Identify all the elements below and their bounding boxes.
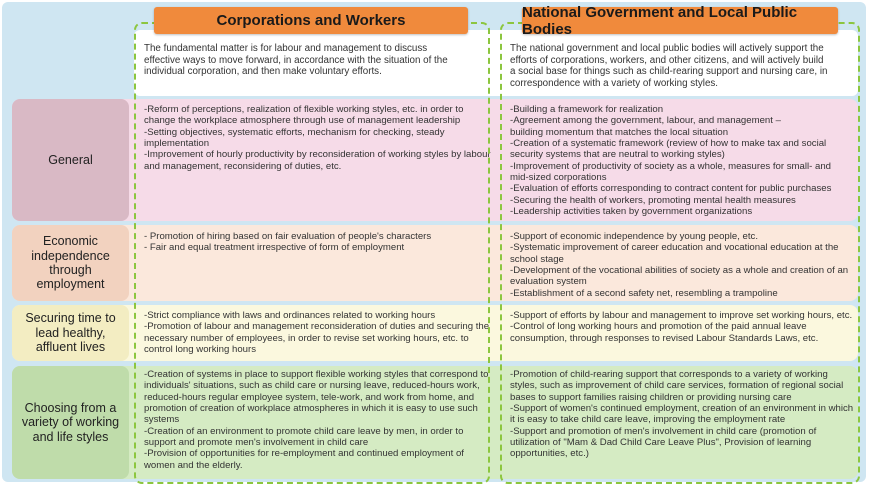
text-line: reduced-hours regular employee system, tele-work, and work from home, and <box>144 391 475 403</box>
text-line: school stage <box>510 253 564 265</box>
text-line: -Agreement among the government, labour, and management – <box>510 115 781 127</box>
text-line: -Creation of an environment to promote child care leave by men, in order to <box>144 425 464 437</box>
text-line: control long working hours <box>144 343 256 355</box>
text-line: -Evaluation of efforts corresponding to contract content for public purchases <box>510 183 832 195</box>
row-label-choosing <box>12 366 129 479</box>
choosing-government <box>510 369 853 460</box>
intro-corporations <box>144 43 448 78</box>
row-label-economic <box>12 225 129 301</box>
text-line: individual corporation, and then make voluntary efforts. <box>144 66 382 78</box>
text-line: efforts of corporations, workers, and other citizens, and will actively build <box>510 54 824 66</box>
securing-government <box>510 310 852 344</box>
text-line: -Leadership activities taken by government organizations <box>510 205 753 217</box>
text-line: promotion of creation of workplace atmospheres in which it is easy to use such <box>144 402 478 414</box>
text-line: and management, reconsidering of duties, etc. <box>144 160 342 172</box>
header-corporations-text: Corporations and Workers <box>216 12 406 29</box>
text-line: - Fair and equal treatment irrespective of form of employment <box>144 242 405 254</box>
text-line: The fundamental matter is for labour and management to discuss <box>144 43 428 54</box>
choosing-corporations <box>144 369 488 471</box>
row-label-line: Economic <box>43 234 98 249</box>
securing-corporations <box>144 310 489 355</box>
header-government <box>522 3 838 38</box>
text-line: -Support and promotion of men's involvement in child care (promotion of <box>510 425 817 437</box>
text-line: -Securing the health of workers, promoting mental health measures <box>510 194 796 206</box>
header-corporations <box>154 7 468 34</box>
text-line: - Promotion of hiring based on fair evaluation of people's characters <box>144 231 432 242</box>
text-line: -Control of long working hours and promotion of the paid annual leave <box>510 321 807 333</box>
text-line: it is easy to take child care leave, improving the employment rate <box>510 414 786 426</box>
text-line: -Support of economic independence by young people, etc. <box>510 231 759 242</box>
text-line: -Creation of a systematic framework (review of how to make tax and social <box>510 137 827 149</box>
general-corporations <box>144 104 491 172</box>
text-line: -Systematic improvement of career education and vocational education at the <box>510 242 839 254</box>
intro-government <box>510 43 828 89</box>
text-line: evaluation system <box>510 276 587 288</box>
text-line: -Establishment of a second safety net, resembling a trampoline <box>510 287 778 299</box>
text-line: -Creation of systems in place to support flexible working styles that correspond to <box>144 369 489 380</box>
text-line: styles, such as improvement of child care services, formation of regional social <box>510 380 844 392</box>
text-line: change the workplace atmosphere through use of management leadership <box>144 115 461 127</box>
row-label-general <box>12 99 129 221</box>
text-line: -Support of efforts by labour and management to improve set working hours, etc. <box>510 310 853 321</box>
row-label-line: employment <box>36 277 105 292</box>
text-line: -Setting objectives, systematic efforts, mechanism for checking, steady <box>144 126 445 138</box>
text-line: -Promotion of child-rearing support that corresponds to a variety of working <box>510 369 828 380</box>
row-label-line: Choosing from a <box>24 400 117 415</box>
text-line: correspondence with a variety of working styles. <box>510 77 719 89</box>
text-line: security systems that are neutral to working styles) <box>510 149 725 161</box>
header-government-text: National Government and Local Public Bodies <box>522 3 798 38</box>
text-line: -Support of women's continued employment, creation of an environment in which <box>510 402 854 414</box>
row-label-line: Securing time to <box>25 311 116 326</box>
row-label-line: through <box>49 263 92 277</box>
text-line: -Improvement of hourly productivity by reconsideration of working styles by labour <box>144 149 491 161</box>
text-line: opportunities, etc.) <box>510 448 589 460</box>
text-line: systems <box>144 414 180 426</box>
text-line: implementation <box>144 137 210 149</box>
text-line: individuals' situations, such as child care or nursing leave, reduced-hours work, <box>144 380 480 392</box>
text-line: -Reform of perceptions, realization of flexible working styles, etc. in order to <box>144 104 464 115</box>
row-label-line: independence <box>31 248 110 263</box>
economic-government <box>510 231 848 299</box>
row-label-line: lead healthy, <box>35 325 106 340</box>
text-line: women and the elderly. <box>144 459 243 471</box>
economic-corporations <box>144 231 431 254</box>
text-line: a social base for things such as child-rearing support and nursing care, in <box>510 66 828 78</box>
text-line: bases to support families raising children or providing nursing care <box>510 391 792 403</box>
text-line: building momentum that matches the local situation <box>510 126 729 138</box>
text-line: The national government and local public bodies will actively support the <box>510 43 824 54</box>
text-line: -Improvement of productivity of society as a whole, measures for small- and <box>510 160 831 172</box>
text-line: utilization of "Mam & Dad Child Care Leave Plus", Provision of learning <box>510 436 812 448</box>
text-line: -Provision of opportunities for re-employment and continued employment of <box>144 448 464 460</box>
text-line: consumption, through responses to revised Labour Standards Laws, etc. <box>510 332 819 344</box>
text-line: -Development of the vocational abilities of society as a whole and creation of an <box>510 264 849 276</box>
general-government <box>510 104 831 217</box>
text-line: -Promotion of labour and management reconsideration of duties and securing the <box>144 321 490 333</box>
text-line: support and promote men's involvement in child care <box>144 436 369 448</box>
row-label-line: and life styles <box>32 429 109 444</box>
row-label-line: affluent lives <box>35 340 106 355</box>
text-line: mid-sized corporations <box>510 171 607 183</box>
row-label-general-text: General <box>48 152 93 167</box>
row-label-securing <box>12 305 129 361</box>
text-line: effective ways to move forward, in accordance with the situation of the <box>144 54 448 66</box>
text-line: -Strict compliance with laws and ordinances related to working hours <box>144 310 436 321</box>
text-line: -Building a framework for realization <box>510 104 664 115</box>
text-line: necessary number of employees, in order to revise set working hours, etc. to <box>144 332 469 344</box>
row-label-line: variety of working <box>21 415 120 430</box>
